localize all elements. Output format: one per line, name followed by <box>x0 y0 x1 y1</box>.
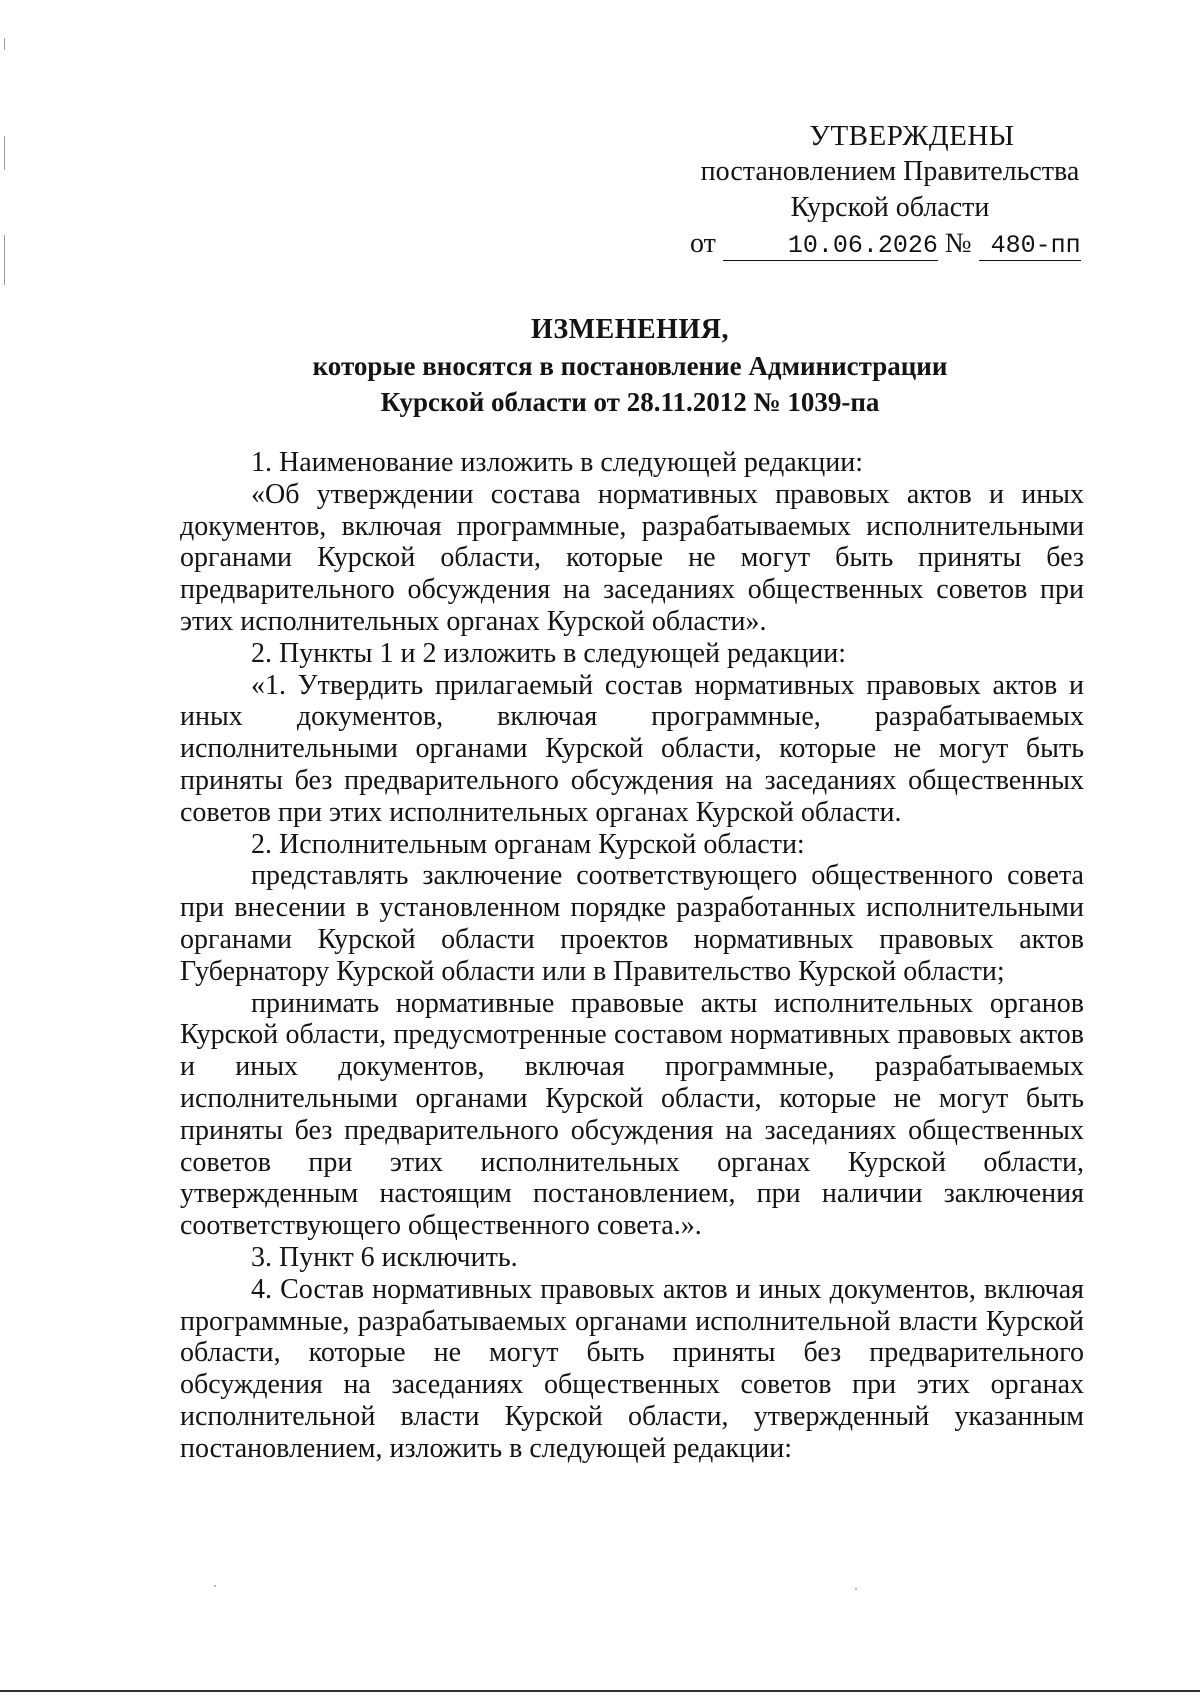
scan-speck <box>214 1585 216 1587</box>
approval-title: УТВЕРЖДЕНЫ <box>809 120 1015 152</box>
number-value: 480-пп <box>979 232 1081 261</box>
heading-title: ИЗМЕНЕНИЯ, <box>531 314 729 345</box>
document-body <box>180 447 1084 1465</box>
paragraph: «1. Утвердить прилагаемый состав нормативных правовых актов и иных документов, включая программные, разрабатываемых исполнительными органами Курской области, которые не могут быть приняты без предварительного обсуждения на заседаниях общественных советов при этих исполнительных органах Курской области. <box>180 669 1084 828</box>
approval-block <box>690 118 1090 262</box>
approval-line-1: постановлением Правительства <box>700 156 1080 187</box>
date-value: 10.06.2026 <box>723 232 938 261</box>
paragraph: 1. Наименование изложить в следующей редакции: <box>251 447 863 478</box>
paragraph: представлять заключение соответствующего общественного совета при внесении в установленном порядке разработанных исполнительными органами Курской области проектов нормативных правовых актов Губернатору Курской области или в Правительство Курской области; <box>180 860 1084 987</box>
approval-line-2: Курской области <box>790 192 990 223</box>
number-prefix: № <box>944 228 972 259</box>
paragraph: принимать нормативные правовые акты исполнительных органов Курской области, предусмотренные составом нормативных правовых актов и иных документов, включая программные, разрабатываемых исполнительными органами Курской области, которые не могут быть приняты без предварительного обсуждения на заседаниях общественных советов при этих исполнительных органах Курской области, утвержденным настоящим постановлением, при наличии заключения соответствующего общественного совета.». <box>180 987 1084 1242</box>
approval-date-row <box>690 226 1090 262</box>
paragraph: 3. Пункт 6 исключить. <box>251 1241 518 1273</box>
scan-artifact <box>4 38 5 50</box>
paragraph: 2. Исполнительным органам Курской области: <box>251 828 805 860</box>
scan-speck <box>855 1588 857 1590</box>
paragraph: «Об утверждении состава нормативных правовых актов и иных документов, включая программные, разрабатываемых исполнительными органами Курской области, которые не могут быть приняты без предварительного обсуждения на заседаниях общественных советов при этих исполнительных органах Курской области». <box>180 478 1084 637</box>
heading-line-2: которые вносятся в постановление Администрации <box>312 351 948 381</box>
paragraph: 2. Пункты 1 и 2 изложить в следующей редакции: <box>251 637 847 669</box>
document-heading <box>180 312 1080 420</box>
scan-artifact <box>4 235 5 285</box>
heading-line-3: Курской области от 28.11.2012 № 1039-па <box>380 387 880 417</box>
paragraph: 4. Состав нормативных правовых актов и иных документов, включая программные, разрабатываемых органами исполнительной власти Курской области, которые не могут быть приняты без предварительного обсуждения на заседаниях общественных советов при этих органах исполнительной власти Курской области, утвержденный указанным постановлением, изложить в следующей редакции: <box>180 1273 1084 1464</box>
date-prefix: от <box>690 228 716 259</box>
scan-bottom-edge <box>0 1690 1200 1692</box>
scan-artifact <box>4 136 5 170</box>
